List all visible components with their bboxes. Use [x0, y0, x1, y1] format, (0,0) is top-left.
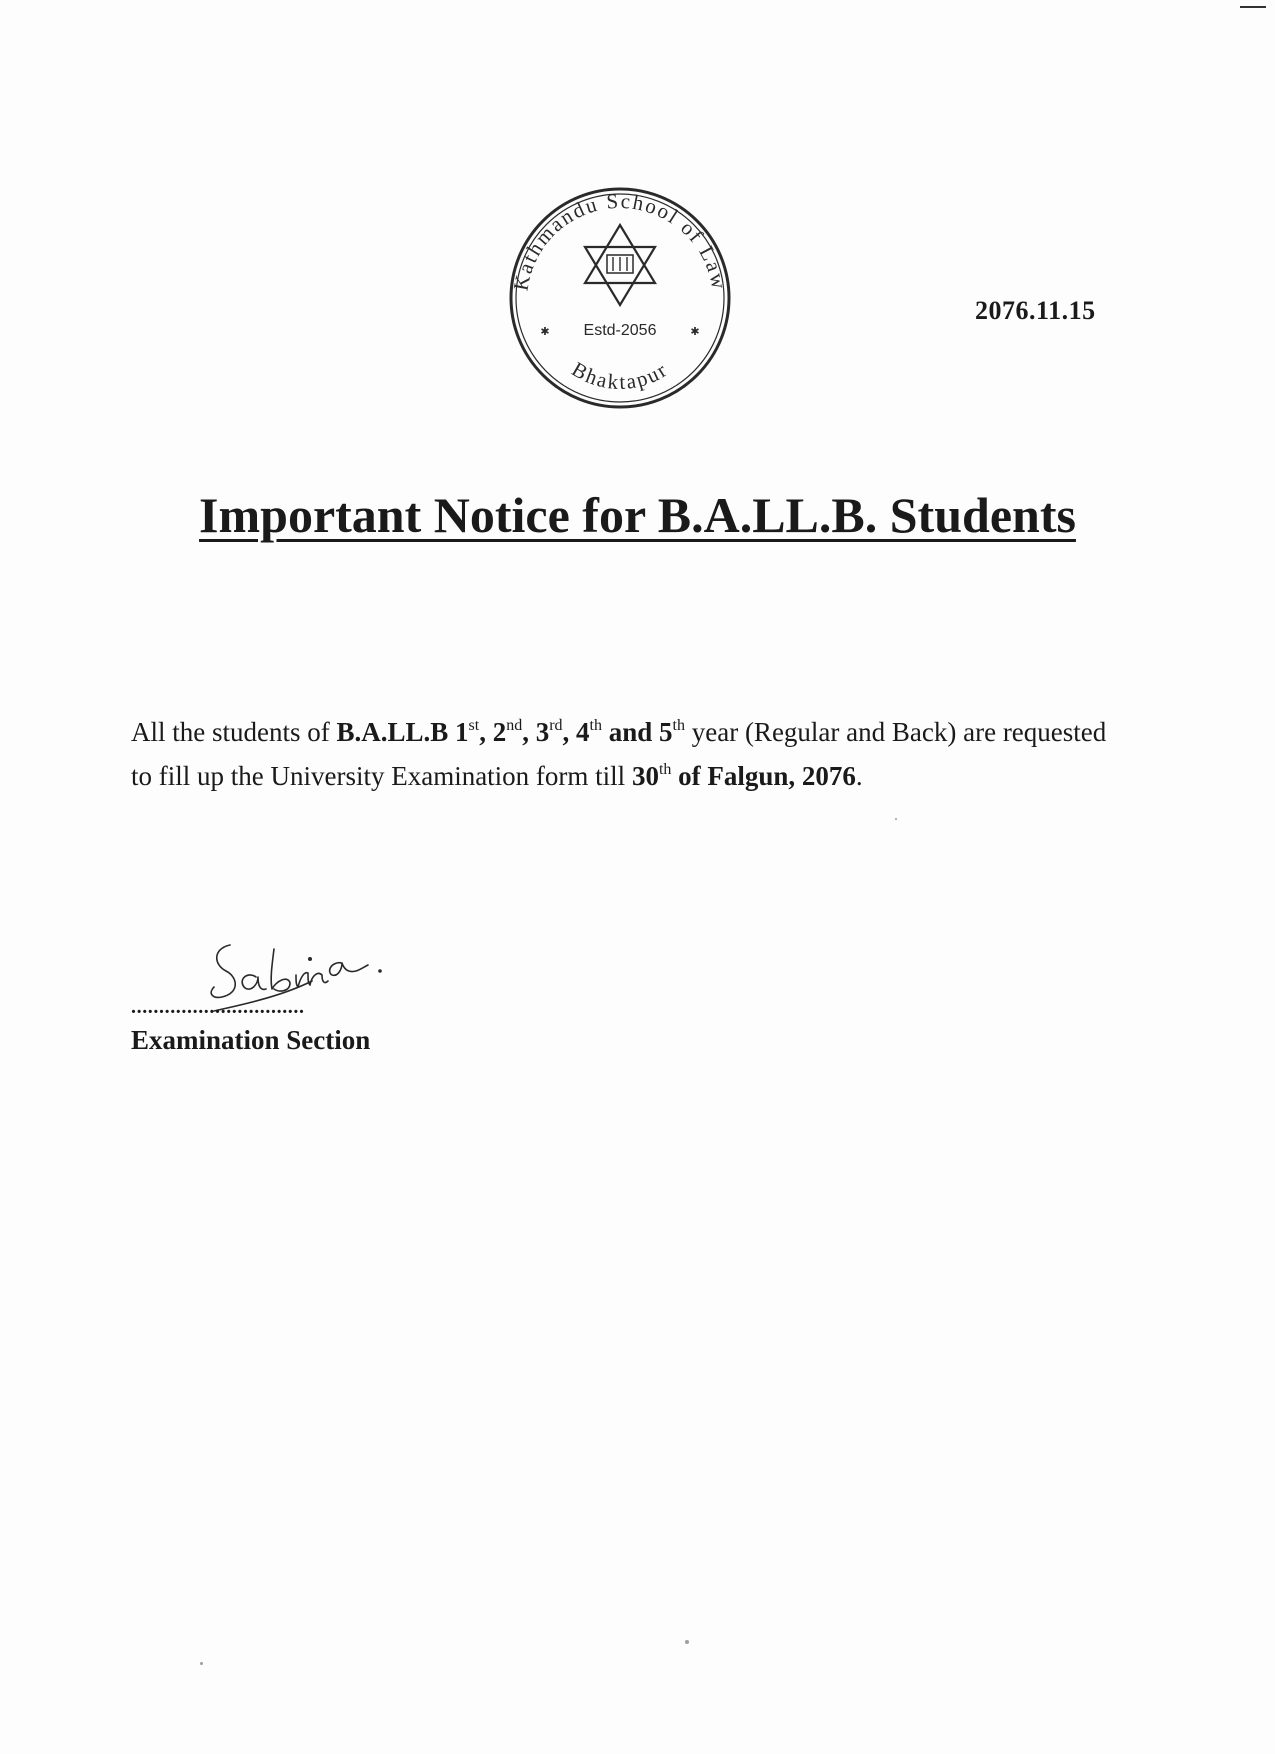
svg-text:Kathmandu School of Law: Kathmandu School of Law — [508, 188, 732, 293]
body-text-1: All the students of — [131, 717, 337, 747]
svg-text:✱: ✱ — [690, 325, 700, 338]
body-ordinal-suffix-1: st — [468, 717, 480, 734]
scan-speck — [200, 1662, 203, 1665]
body-ordinal-suffix-4: th — [589, 717, 602, 734]
svg-text:Estd-2056: Estd-2056 — [583, 322, 657, 339]
body-ordinal-suffix-5: th — [672, 717, 685, 734]
school-seal-icon — [505, 183, 735, 413]
svg-text:✱: ✱ — [540, 325, 550, 338]
body-text-2: year (Regular and Back) are requested to fill up the University Examination form till — [131, 717, 1107, 791]
body-year-5: and 5 — [601, 717, 673, 747]
scan-speck — [685, 1640, 689, 1644]
body-ordinal-suffix-6: th — [658, 761, 672, 778]
body-year-4: , 4 — [562, 717, 590, 747]
signature-line: ............................... — [131, 996, 305, 1018]
body-ordinal-suffix-3: rd — [549, 717, 563, 734]
body-deadline-day: 30 — [631, 761, 659, 791]
scan-speck — [895, 818, 897, 820]
notice-title — [0, 486, 1275, 544]
notice-body — [131, 710, 1131, 798]
body-year-2: , 2 — [479, 717, 507, 747]
body-year-3: , 3 — [522, 717, 550, 747]
notice-title-text: Important Notice for B.A.LL.B. Students — [199, 487, 1076, 543]
body-deadline-month-year: of Falgun, 2076 — [671, 761, 856, 791]
body-program-year-1: B.A.LL.B 1 — [336, 717, 469, 747]
signatory-section: Examination Section — [131, 1025, 371, 1055]
body-ordinal-suffix-2: nd — [506, 717, 523, 734]
body-text-3: . — [855, 761, 863, 791]
notice-date: 2076.11.15 — [975, 296, 1096, 325]
svg-text:Bhaktapur: Bhaktapur — [567, 356, 673, 395]
scan-edge-mark — [1240, 6, 1266, 8]
